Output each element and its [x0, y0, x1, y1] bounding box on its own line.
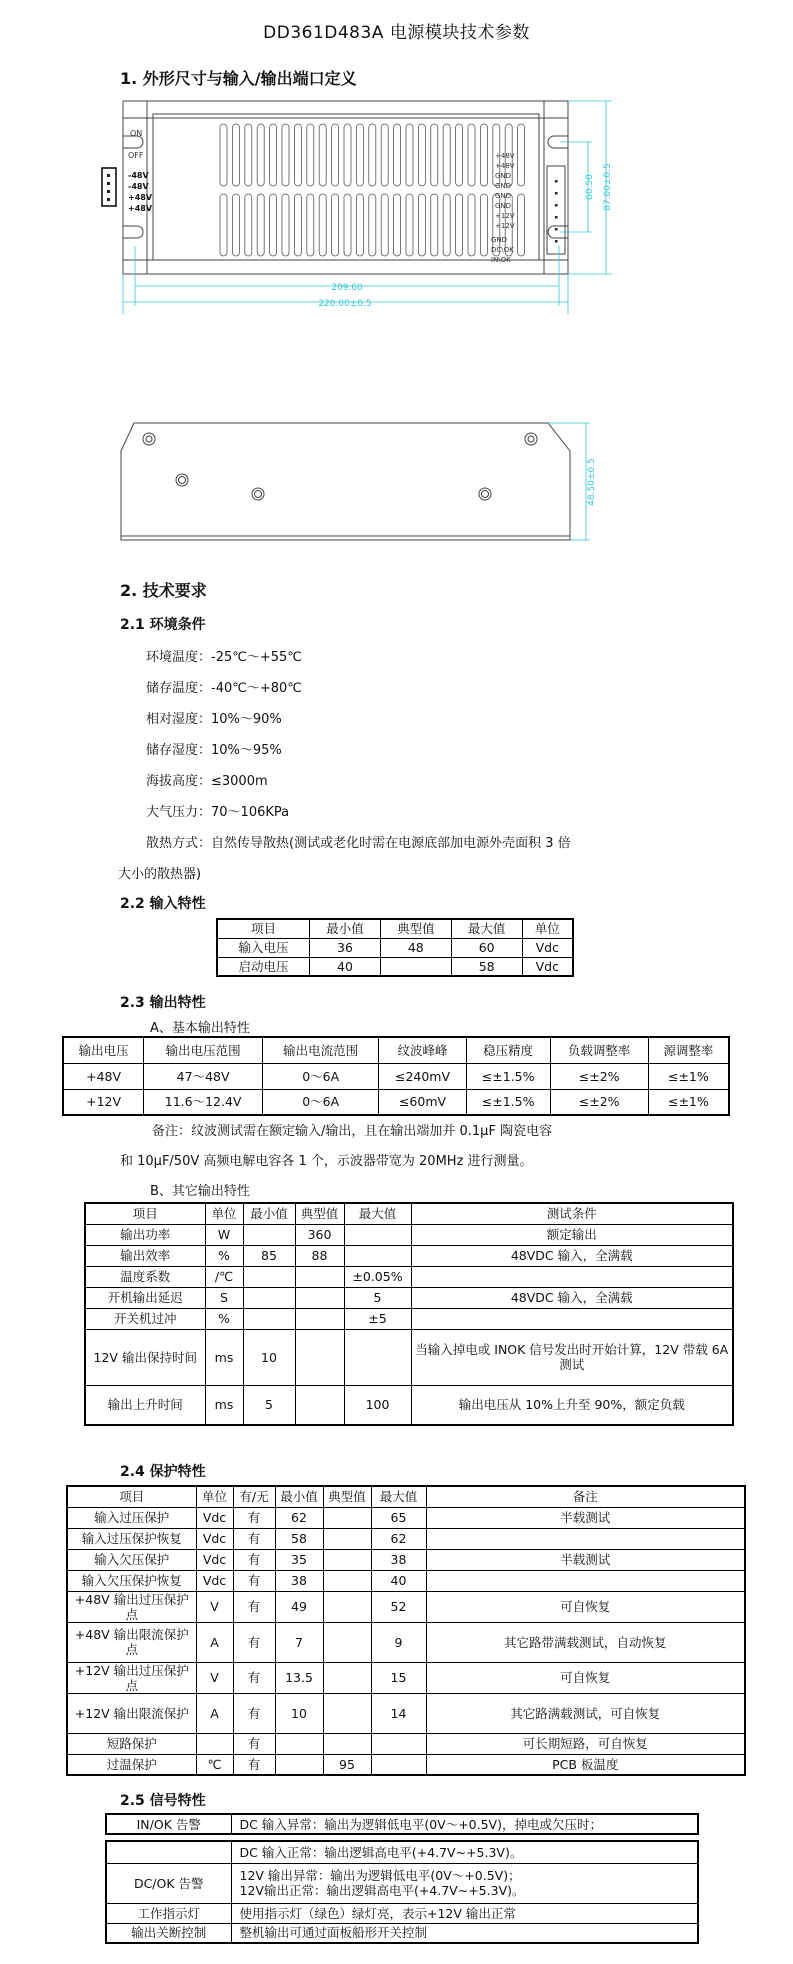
table-row	[85, 1224, 733, 1245]
table-cell: 62	[371, 1528, 426, 1549]
table-cell: 100	[344, 1385, 411, 1425]
table-cell: DC 输入正常：输出逻辑高电平(+4.7V~+5.3V)。	[231, 1841, 698, 1863]
protection-table	[66, 1485, 746, 1776]
vent-slot	[480, 124, 487, 186]
table-cell: 其它路带满载测试，自动恢复	[426, 1622, 745, 1662]
table-cell: ±5	[344, 1308, 411, 1329]
table-row	[217, 957, 573, 976]
table-row	[85, 1308, 733, 1329]
table-cell: ≤240mV	[379, 1063, 466, 1089]
table-cell	[231, 1863, 698, 1903]
vent-slot	[245, 194, 252, 256]
header-cell: 输出电压范围	[144, 1037, 263, 1063]
vent-slot	[381, 194, 388, 256]
vent-slot	[282, 124, 289, 186]
signal-pin-dcok: DC\OK	[491, 246, 514, 254]
table-cell: 13.5	[275, 1662, 323, 1693]
table-cell	[243, 1266, 295, 1287]
table-cell: +48V	[63, 1063, 144, 1089]
output-pin-7: +12V	[495, 212, 515, 220]
table-cell: Vdc	[196, 1507, 233, 1528]
side-view-drawing	[120, 410, 600, 550]
vent-slot	[518, 124, 525, 186]
table-cell: Vdc	[196, 1549, 233, 1570]
vent-slot	[257, 194, 264, 256]
table-cell: 有	[233, 1549, 275, 1570]
table-cell: IN/OK 告警	[106, 1814, 231, 1834]
header-cell: 项目	[85, 1203, 205, 1224]
document-title: DD361D483A 电源模块技术参数	[263, 23, 530, 43]
output-pin-5: GND	[495, 192, 512, 200]
header-cell: 负载调整率	[550, 1037, 648, 1063]
table-cell	[323, 1733, 371, 1754]
table-cell: ms	[205, 1329, 243, 1385]
table-cell: 0～6A	[263, 1089, 379, 1115]
header-cell: 典型值	[380, 919, 451, 938]
table-cell: S	[205, 1287, 243, 1308]
table-cell: ≤±2%	[550, 1089, 648, 1115]
basic-output-title: A、基本输出特性	[150, 1021, 250, 1036]
table-cell: 半载测试	[426, 1507, 745, 1528]
env-line-1: 环境温度：-25℃～+55℃	[146, 650, 302, 665]
table-cell: %	[205, 1308, 243, 1329]
table-cell: 当输入掉电或 INOK 信号发出时开始计算，12V 带载 6A 测试	[411, 1329, 733, 1385]
table-cell	[196, 1733, 233, 1754]
table-cell: 88	[295, 1245, 344, 1266]
table-cell: Vdc	[196, 1528, 233, 1549]
table-cell	[380, 957, 451, 976]
vent-slot	[468, 124, 475, 186]
vent-slot	[332, 124, 339, 186]
table-cell: 可自恢复	[426, 1662, 745, 1693]
vent-slot	[257, 124, 264, 186]
table-cell: 输出效率	[85, 1245, 205, 1266]
vent-slot	[270, 124, 277, 186]
table-row	[106, 1814, 698, 1834]
table-cell	[295, 1385, 344, 1425]
table-cell: ms	[205, 1385, 243, 1425]
table-cell	[411, 1266, 733, 1287]
switch-on-label: ON	[130, 129, 143, 138]
table-cell: 52	[371, 1591, 426, 1622]
table-row	[63, 1089, 729, 1115]
table-cell: 其它路满载测试，可自恢复	[426, 1693, 745, 1733]
table-cell: 输入欠压保护恢复	[67, 1570, 196, 1591]
header-cell: 单位	[196, 1486, 233, 1507]
input-table	[216, 918, 574, 977]
table-row	[106, 1841, 698, 1863]
output-pin-3: GND	[495, 172, 512, 180]
output-pin-8: +12V	[495, 222, 515, 230]
table-row	[106, 1863, 698, 1903]
signal-heading: 2.5 信号特性	[120, 1793, 206, 1809]
vent-slot	[418, 124, 425, 186]
table-row	[67, 1754, 745, 1775]
table-cell: 输出功率	[85, 1224, 205, 1245]
vent-slot	[319, 124, 326, 186]
inok-table	[105, 1813, 699, 1835]
table-cell: ≤60mV	[379, 1089, 466, 1115]
table-cell: 可自恢复	[426, 1591, 745, 1622]
table-cell: 整机输出可通过面板船形开关控制	[231, 1923, 698, 1943]
table-cell: DC/OK 告警	[106, 1863, 231, 1903]
dcok-line-2: 12V输出正常：输出逻辑高电平(+4.7V~+5.3V)。	[239, 1883, 525, 1898]
protection-heading: 2.4 保护特性	[120, 1464, 206, 1480]
top-view-outline	[100, 96, 620, 316]
output-pin-6: GND	[495, 202, 512, 210]
table-cell: +48V 输出过压保护点	[67, 1591, 196, 1622]
signal-pin-inok: IN\OK	[491, 256, 511, 264]
header-cell: 最大值	[344, 1203, 411, 1224]
vent-slot	[332, 194, 339, 256]
table-row	[67, 1549, 745, 1570]
header-cell: 输出电压	[63, 1037, 144, 1063]
table-cell: PCB 板温度	[426, 1754, 745, 1775]
table-cell: 95	[323, 1754, 371, 1775]
table-cell: 有	[233, 1662, 275, 1693]
table-cell: 输出上升时间	[85, 1385, 205, 1425]
table-cell: 85	[243, 1245, 295, 1266]
table-cell: 5	[344, 1287, 411, 1308]
vent-slot	[406, 194, 413, 256]
vent-slot	[480, 194, 487, 256]
env-line-2: 储存温度：-40℃～+80℃	[146, 681, 302, 696]
header-cell: 纹波峰峰	[379, 1037, 466, 1063]
other-output-table	[84, 1202, 734, 1426]
switch-off-label: OFF	[128, 151, 144, 160]
header-cell: 项目	[67, 1486, 196, 1507]
vent-slot	[294, 124, 301, 186]
table-cell: 12V 输出保持时间	[85, 1329, 205, 1385]
vent-slot	[344, 124, 351, 186]
table-cell: 可长期短路，可自恢复	[426, 1733, 745, 1754]
header-cell: 项目	[217, 919, 310, 938]
signal-table	[105, 1840, 699, 1944]
table-cell	[344, 1224, 411, 1245]
table-cell	[275, 1754, 323, 1775]
table-cell	[295, 1329, 344, 1385]
table-row	[63, 1063, 729, 1089]
table-cell: ℃	[196, 1754, 233, 1775]
vent-slot	[381, 124, 388, 186]
table-cell: 38	[371, 1549, 426, 1570]
vent-slot	[245, 124, 252, 186]
header-cell: 最小值	[243, 1203, 295, 1224]
header-cell: 测试条件	[411, 1203, 733, 1224]
table-cell	[371, 1733, 426, 1754]
table-cell	[426, 1528, 745, 1549]
table-cell	[426, 1570, 745, 1591]
table-row	[217, 938, 573, 957]
header-cell: 单位	[522, 919, 573, 938]
vent-slot	[220, 124, 227, 186]
table-cell: 11.6～12.4V	[144, 1089, 263, 1115]
table-cell	[295, 1266, 344, 1287]
table-cell: Vdc	[522, 938, 573, 957]
table-cell: 0～6A	[263, 1063, 379, 1089]
table-cell: ≤±2%	[550, 1063, 648, 1089]
vent-slot	[307, 124, 314, 186]
env-line-7: 散热方式：自然传导散热(测试或老化时需在电源底部加电源外壳面积 3 倍	[146, 836, 571, 851]
table-cell: 开关机过冲	[85, 1308, 205, 1329]
dim-hole-pitch-height: 60.50	[585, 174, 595, 200]
table-row	[85, 1287, 733, 1308]
output-pin-1: +48V	[495, 152, 515, 160]
table-cell: %	[205, 1245, 243, 1266]
vent-slot	[270, 194, 277, 256]
basic-output-table	[62, 1036, 730, 1116]
header-cell: 最大值	[451, 919, 522, 938]
vent-slot	[518, 194, 525, 256]
table-cell	[323, 1622, 371, 1662]
table-cell: 65	[371, 1507, 426, 1528]
table-cell: 48VDC 输入，全满载	[411, 1245, 733, 1266]
vent-slot	[394, 194, 401, 256]
table-cell: 58	[275, 1528, 323, 1549]
table-cell: 49	[275, 1591, 323, 1622]
table-cell: 有	[233, 1693, 275, 1733]
table-cell: Vdc	[196, 1570, 233, 1591]
table-cell: +12V 输出过压保护点	[67, 1662, 196, 1693]
vent-slot	[443, 124, 450, 186]
table-cell: 36	[310, 938, 381, 957]
table-row	[67, 1693, 745, 1733]
env-line-6: 大气压力：70～106KPa	[146, 805, 290, 820]
table-row	[67, 1570, 745, 1591]
env-line-3: 相对湿度：10%～90%	[146, 712, 282, 727]
table-cell: 48	[380, 938, 451, 957]
vent-slot	[431, 194, 438, 256]
table-cell	[275, 1733, 323, 1754]
table-cell	[323, 1507, 371, 1528]
header-cell: 单位	[205, 1203, 243, 1224]
other-output-title: B、其它输出特性	[150, 1184, 250, 1199]
table-cell: 48VDC 输入，全满载	[411, 1287, 733, 1308]
table-cell: 有	[233, 1528, 275, 1549]
table-row	[85, 1245, 733, 1266]
vent-slot	[431, 124, 438, 186]
output-heading: 2.3 输出特性	[120, 995, 206, 1011]
table-cell: 温度系数	[85, 1266, 205, 1287]
table-header-row	[217, 919, 573, 938]
table-cell: V	[196, 1591, 233, 1622]
table-cell: 额定输出	[411, 1224, 733, 1245]
input-pin-3: +48V	[128, 193, 153, 202]
input-pin-1: -48V	[128, 171, 149, 180]
table-cell: ≤±1%	[648, 1089, 729, 1115]
vent-slot	[369, 194, 376, 256]
table-row	[67, 1622, 745, 1662]
table-cell: 有	[233, 1570, 275, 1591]
dim-total-width: 220.00±0.5	[318, 299, 372, 309]
table-cell	[323, 1549, 371, 1570]
table-cell: 有	[233, 1733, 275, 1754]
input-pin-4: +48V	[128, 204, 153, 213]
header-cell: 稳压精度	[466, 1037, 550, 1063]
table-cell: V	[196, 1662, 233, 1693]
table-cell	[323, 1591, 371, 1622]
table-cell: ≤±1.5%	[466, 1063, 550, 1089]
table-header-row	[67, 1486, 745, 1507]
table-row	[67, 1733, 745, 1754]
table-cell: ±0.05%	[344, 1266, 411, 1287]
dim-total-height: 87.00±0.5	[603, 163, 613, 211]
vent-slot	[369, 124, 376, 186]
dim-hole-pitch-width: 209.60	[331, 283, 363, 293]
table-cell: 58	[451, 957, 522, 976]
table-cell: 输入过压保护	[67, 1507, 196, 1528]
table-cell: A	[196, 1693, 233, 1733]
table-row	[67, 1507, 745, 1528]
header-cell: 有/无	[233, 1486, 275, 1507]
vent-slot	[282, 194, 289, 256]
table-cell	[371, 1754, 426, 1775]
table-cell: +48V 输出限流保护点	[67, 1622, 196, 1662]
header-cell: 输出电流范围	[263, 1037, 379, 1063]
vent-slot	[307, 194, 314, 256]
env-line-continuation: 大小的散热器)	[118, 867, 202, 882]
table-cell	[323, 1662, 371, 1693]
table-row	[85, 1266, 733, 1287]
table-cell	[411, 1308, 733, 1329]
table-cell: DC 输入异常：输出为逻辑低电平(0V～+0.5V)，掉电或欠压时；	[231, 1814, 698, 1834]
ripple-note-line2: 和 10μF/50V 高频电解电容各 1 个，示波器带宽为 20MHz 进行测量。	[120, 1154, 533, 1169]
table-row	[106, 1903, 698, 1923]
table-cell: W	[205, 1224, 243, 1245]
header-cell: 备注	[426, 1486, 745, 1507]
table-cell	[243, 1224, 295, 1245]
table-cell	[323, 1693, 371, 1733]
table-cell	[295, 1308, 344, 1329]
table-cell: 工作指示灯	[106, 1903, 231, 1923]
table-cell: 60	[451, 938, 522, 957]
header-cell: 最小值	[275, 1486, 323, 1507]
table-row	[85, 1385, 733, 1425]
vent-slot	[418, 194, 425, 256]
table-cell: 360	[295, 1224, 344, 1245]
table-cell: +12V	[63, 1089, 144, 1115]
dcok-line-1: 12V 输出异常：输出为逻辑低电平(0V～+0.5V)；	[239, 1868, 521, 1883]
table-cell: Vdc	[522, 957, 573, 976]
table-cell: 短路保护	[67, 1733, 196, 1754]
table-cell: 输出电压从 10%上升至 90%，额定负载	[411, 1385, 733, 1425]
table-cell	[243, 1287, 295, 1308]
vent-slot	[319, 194, 326, 256]
table-row	[67, 1591, 745, 1622]
vent-slot	[456, 124, 463, 186]
env-heading: 2.1 环境条件	[120, 617, 206, 633]
table-cell: +12V 输出限流保护	[67, 1693, 196, 1733]
table-cell: /℃	[205, 1266, 243, 1287]
table-cell: 有	[233, 1622, 275, 1662]
header-cell: 最大值	[371, 1486, 426, 1507]
vent-slot	[356, 194, 363, 256]
table-cell	[243, 1308, 295, 1329]
table-row	[67, 1662, 745, 1693]
env-line-5: 海拔高度：≤3000m	[146, 774, 268, 789]
section1-heading: 1. 外形尺寸与输入/输出端口定义	[120, 69, 357, 88]
vent-slot	[232, 124, 239, 186]
table-cell: 14	[371, 1693, 426, 1733]
signal-pin-gnd: GND	[491, 236, 508, 244]
table-cell	[323, 1570, 371, 1591]
header-cell: 源调整率	[648, 1037, 729, 1063]
input-pin-2: -48V	[128, 182, 149, 191]
vent-slot	[468, 194, 475, 256]
vent-slot	[394, 124, 401, 186]
output-pin-4: GND	[495, 182, 512, 190]
env-line-4: 储存湿度：10%～95%	[146, 743, 282, 758]
table-cell: 9	[371, 1622, 426, 1662]
table-cell: 38	[275, 1570, 323, 1591]
vent-slot	[344, 194, 351, 256]
table-cell	[344, 1329, 411, 1385]
table-cell	[106, 1841, 231, 1863]
table-cell: 10	[243, 1329, 295, 1385]
table-cell: 过温保护	[67, 1754, 196, 1775]
table-cell: 输入电压	[217, 938, 310, 957]
table-cell: 62	[275, 1507, 323, 1528]
input-heading: 2.2 输入特性	[120, 896, 206, 912]
table-cell: 5	[243, 1385, 295, 1425]
table-cell: 7	[275, 1622, 323, 1662]
table-row	[85, 1329, 733, 1385]
table-cell: ≤±1%	[648, 1063, 729, 1089]
vent-slot	[456, 194, 463, 256]
section2-heading: 2. 技术要求	[120, 581, 207, 600]
header-cell: 典型值	[295, 1203, 344, 1224]
table-cell: 15	[371, 1662, 426, 1693]
table-cell: 开机输出延迟	[85, 1287, 205, 1308]
table-cell: 35	[275, 1549, 323, 1570]
vent-slot	[356, 124, 363, 186]
table-cell: 输入欠压保护	[67, 1549, 196, 1570]
table-cell: 有	[233, 1754, 275, 1775]
table-row	[106, 1923, 698, 1943]
table-cell: 有	[233, 1507, 275, 1528]
header-cell: 典型值	[323, 1486, 371, 1507]
ripple-note-line1: 备注：纹波测试需在额定输入/输出，且在输出端加并 0.1μF 陶瓷电容	[152, 1124, 553, 1139]
table-cell	[344, 1245, 411, 1266]
table-cell: 输入过压保护恢复	[67, 1528, 196, 1549]
vent-slot	[443, 194, 450, 256]
vent-slot	[294, 194, 301, 256]
table-cell	[323, 1528, 371, 1549]
vent-slot	[220, 194, 227, 256]
output-pin-2: +48V	[495, 162, 515, 170]
table-cell: A	[196, 1622, 233, 1662]
dim-side-height: 48.50±0.5	[587, 458, 597, 506]
table-cell: 启动电压	[217, 957, 310, 976]
table-cell: 40	[371, 1570, 426, 1591]
table-header-row	[63, 1037, 729, 1063]
table-cell: 47～48V	[144, 1063, 263, 1089]
table-cell: 半载测试	[426, 1549, 745, 1570]
table-cell: ≤±1.5%	[466, 1089, 550, 1115]
table-cell: 输出关断控制	[106, 1923, 231, 1943]
vent-slot	[232, 194, 239, 256]
vent-slot	[406, 124, 413, 186]
table-cell: 使用指示灯（绿色）绿灯亮，表示+12V 输出正常	[231, 1903, 698, 1923]
table-cell: 10	[275, 1693, 323, 1733]
table-header-row	[85, 1203, 733, 1224]
table-cell: 40	[310, 957, 381, 976]
header-cell: 最小值	[310, 919, 381, 938]
table-cell	[295, 1287, 344, 1308]
table-cell: 有	[233, 1591, 275, 1622]
table-row	[67, 1528, 745, 1549]
